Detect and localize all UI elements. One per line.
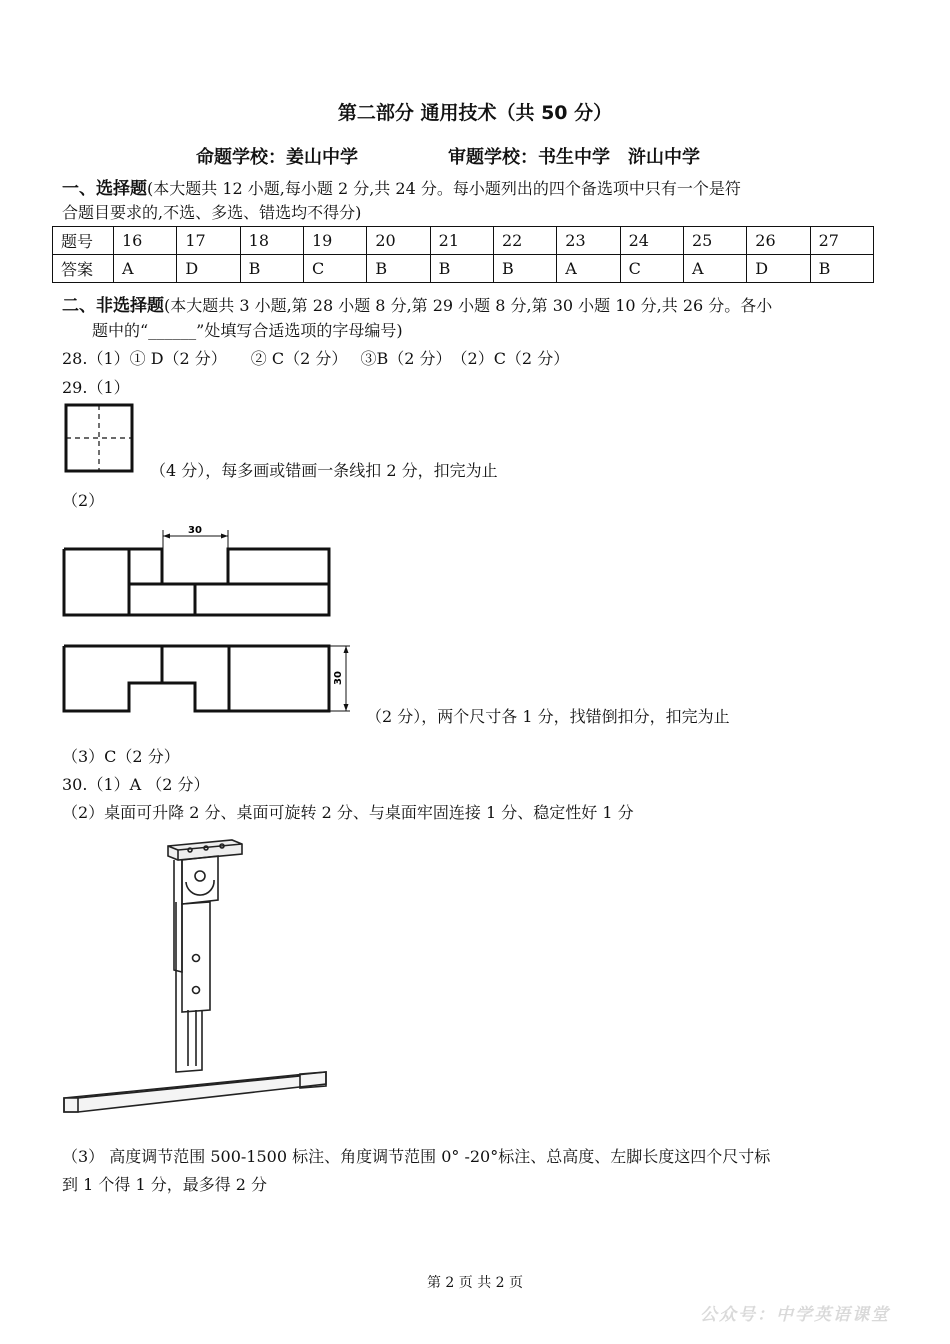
answer-cell: B <box>810 255 873 283</box>
q29-part2-note: （2 分），两个尺寸各 1 分，找错倒扣分，扣完为止 <box>366 707 730 726</box>
table-row-answers <box>53 255 874 283</box>
question-number: 18 <box>240 227 303 255</box>
answer-cell: C <box>620 255 683 283</box>
dim-arrow-down <box>344 704 349 711</box>
q29-part3: （3）C（2 分） <box>62 747 180 766</box>
question-number: 24 <box>620 227 683 255</box>
top-outline <box>64 646 329 711</box>
row-label-numbers: 题号 <box>53 227 114 255</box>
pivot-arc <box>186 880 214 895</box>
answer-cell: A <box>114 255 177 283</box>
question-number: 16 <box>114 227 177 255</box>
pivot-block <box>182 856 218 904</box>
section1-desc-line2: 合题目要求的,不选、多选、错选均不得分) <box>62 203 362 222</box>
section1-heading: 一、选择题 <box>62 179 147 199</box>
dim-label-right: 30 <box>333 671 344 685</box>
column-screw-1 <box>193 955 200 962</box>
question-number: 20 <box>367 227 430 255</box>
q29-front-view <box>58 520 338 620</box>
pivot-bolt <box>195 871 205 881</box>
answer-cell: B <box>493 255 556 283</box>
dim-label-top: 30 <box>188 525 202 536</box>
q30-part1: 30.（1）A （2 分） <box>62 775 210 794</box>
row-label-answers: 答案 <box>53 255 114 283</box>
section2-line1 <box>62 291 772 316</box>
q30-part2: （2）桌面可升降 2 分、桌面可旋转 2 分、与桌面牢固连接 1 分、稳定性好 1 分 <box>62 803 634 822</box>
answer-cell: A <box>683 255 746 283</box>
dim-arrow-left <box>163 534 170 539</box>
stand-illustration <box>56 830 346 1130</box>
section2-desc-line2: 题中的“______”处填写合适选项的字母编号) <box>92 321 403 340</box>
question-number: 23 <box>557 227 620 255</box>
reviewer-school: 审题学校：书生中学 浒山中学 <box>448 147 700 168</box>
question-number: 27 <box>810 227 873 255</box>
dim-arrow-up <box>344 646 349 653</box>
answer-cell: B <box>240 255 303 283</box>
q29-top-view <box>58 640 358 720</box>
section1-line1 <box>62 174 741 199</box>
answer-cell: D <box>747 255 810 283</box>
table-row-numbers <box>53 227 874 255</box>
answer-cell: A <box>557 255 620 283</box>
q29-part1-note: （4 分），每多画或错画一条线扣 2 分，扣完为止 <box>150 461 498 480</box>
question-number: 25 <box>683 227 746 255</box>
q28-answer: 28.（1）① D（2 分） ② C（2 分） ③B（2 分） （2）C（2 分） <box>62 349 570 368</box>
page-number: 第 2 页 共 2 页 <box>426 1275 524 1291</box>
answer-cell: B <box>430 255 493 283</box>
column-screw-2 <box>193 987 200 994</box>
question-number: 22 <box>493 227 556 255</box>
q29-label: 29.（1） <box>62 378 130 397</box>
q29-view-drawing <box>60 400 140 476</box>
q30-part3-line2: 到 1 个得 1 分，最多得 2 分 <box>62 1175 268 1194</box>
q29-part2-label: （2） <box>62 491 105 510</box>
section2-heading: 二、非选择题 <box>62 296 164 316</box>
answer-cell: C <box>303 255 366 283</box>
question-number: 26 <box>747 227 810 255</box>
question-number: 19 <box>303 227 366 255</box>
watermark: 公众号：中学英语课堂 <box>700 1305 890 1325</box>
answer-cell: B <box>367 255 430 283</box>
question-number: 21 <box>430 227 493 255</box>
q30-part3-line1: （3） 高度调节范围 500-1500 标注、角度调节范围 0° -20°标注、总高度、左脚长度这四个尺寸标 <box>62 1147 771 1166</box>
section1-desc-line1: (本大题共 12 小题,每小题 2 分,共 24 分。每小题列出的四个备选项中只有一个是符 <box>147 179 741 198</box>
dim-arrow-right <box>221 534 228 539</box>
page-title: 第二部分 通用技术（共 50 分） <box>337 102 613 124</box>
upper-column <box>182 902 210 1012</box>
question-number: 17 <box>177 227 240 255</box>
proposer-school: 命题学校：姜山中学 <box>196 147 358 168</box>
answer-table <box>52 226 874 283</box>
section2-desc-line1: (本大题共 3 小题,第 28 小题 8 分,第 29 小题 8 分,第 30 小题 10 分,共 26 分。各小 <box>164 296 773 315</box>
answer-cell: D <box>177 255 240 283</box>
